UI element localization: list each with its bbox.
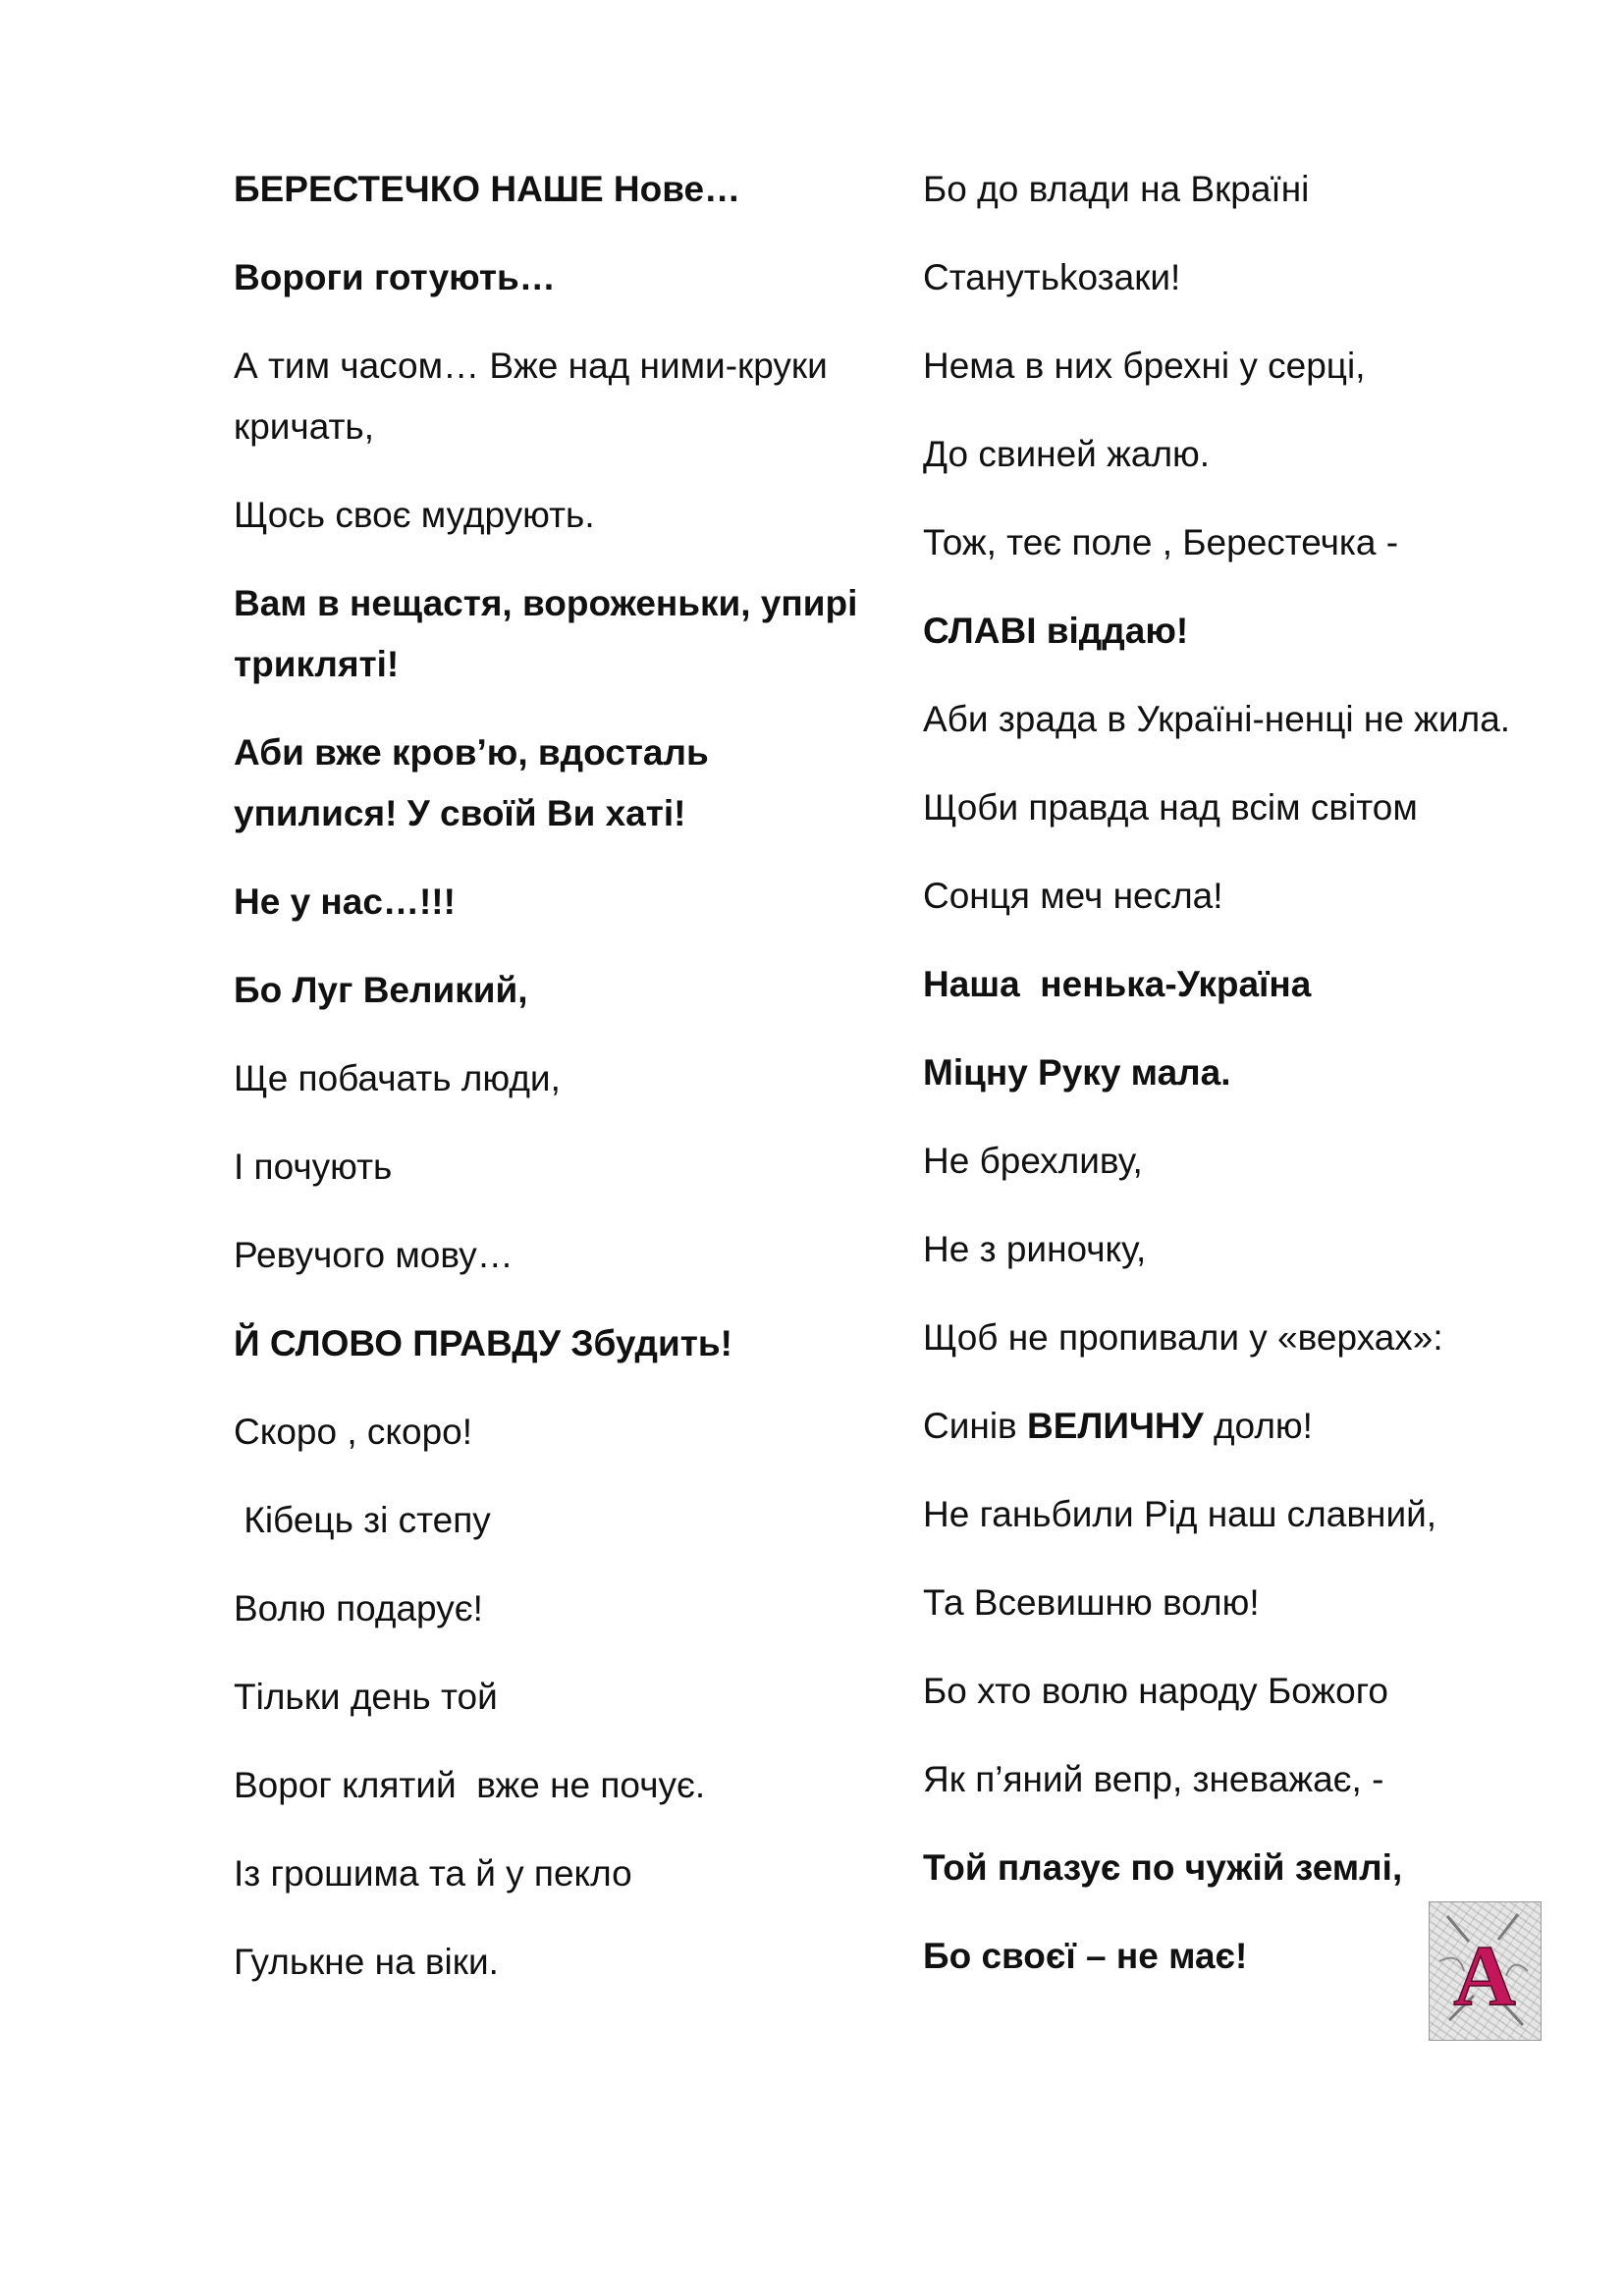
- poem-line: Та Всевишню волю!: [923, 1582, 1260, 1623]
- poem-line-segment: долю!: [1203, 1406, 1313, 1446]
- poem-line: Сонця меч несла!: [923, 876, 1223, 916]
- poem-line: СЛАВІ віддаю!: [923, 611, 1189, 651]
- poem-line: БЕРЕСТЕЧКО НАШЕ Нове…: [234, 169, 741, 209]
- poem-line: Бо своєї – не має!: [923, 1936, 1248, 1976]
- poem-line: Ворог клятий вже не почує.: [234, 1765, 706, 1805]
- svg-text:A: A: [1453, 1929, 1516, 2024]
- left-column: [234, 159, 868, 2020]
- poem-line: Не у нас…!!!: [234, 881, 456, 922]
- poem-line: Аби зрада в Україні-ненці не жила.: [923, 699, 1511, 739]
- poem-line: Кібець зі степу: [234, 1500, 491, 1540]
- poem-line: А тим часом… Вже над ними-круки кричать,: [234, 346, 839, 447]
- poem-line: Тож, теє поле , Берестечка -: [923, 522, 1399, 562]
- poem-line: Наша ненька-Україна: [923, 964, 1312, 1004]
- poem-line: Не ганьбили Рід наш славний,: [923, 1494, 1437, 1534]
- poem-line: Щось своє мудрують.: [234, 495, 595, 535]
- poem-line: Тільки день той: [234, 1677, 498, 1717]
- poem-line: І почують: [234, 1147, 393, 1187]
- poem-line: До свиней жалю.: [923, 434, 1211, 474]
- poem-line: [923, 1396, 1551, 1457]
- poem-line: Ще побачать люди,: [234, 1058, 561, 1098]
- right-column: [923, 159, 1551, 2014]
- poem-line: Ревучого мову…: [234, 1235, 514, 1275]
- poem-line: Той плазує по чужій землі,: [923, 1847, 1403, 1888]
- poem-line: Щоби правда над всім світом: [923, 787, 1418, 828]
- poem-line: Бо хто волю народу Божого: [923, 1671, 1388, 1711]
- poem-line-segment: Синів: [923, 1406, 1027, 1446]
- poem-line: Волю подарує!: [234, 1588, 483, 1629]
- poem-line: Як п’яний вепр, зневажає, -: [923, 1759, 1384, 1799]
- poem-line: Не з риночку,: [923, 1229, 1147, 1269]
- poem-line: Аби вже кров’ю, вдосталь упилися! У своїй Ви хаті!: [234, 732, 720, 833]
- poem-line: Вороги готують…: [234, 257, 556, 297]
- poem-line: Бо до влади на Вкраїні: [923, 169, 1310, 209]
- poem-line: Щоб не пропивали у «верхах»:: [923, 1317, 1443, 1358]
- poem-line: Не брехливу,: [923, 1141, 1143, 1181]
- poem-line: Із грошима та й у пекло: [234, 1853, 632, 1894]
- poem-line: Бо Луг Великий,: [234, 970, 528, 1010]
- poem-line: Вам в нещастя, вороженьки, упирі трикляті!: [234, 583, 868, 684]
- poem-line: Й СЛОВО ПРАВДУ Збудить!: [234, 1323, 732, 1363]
- author-stamp: [1429, 1901, 1542, 2041]
- poem-line: Скоро , скоро!: [234, 1412, 473, 1452]
- poem-line-segment: ВЕЛИЧНУ: [1026, 1406, 1204, 1446]
- poem-line: Станутьkозаки!: [923, 257, 1181, 297]
- stamp-letter-icon: [1430, 1902, 1541, 2040]
- poem-line: Міцну Руку мала.: [923, 1052, 1231, 1093]
- poem-line: Гулькне на віки.: [234, 1942, 499, 1982]
- poem-line: Нема в них брехні у серці,: [923, 346, 1366, 386]
